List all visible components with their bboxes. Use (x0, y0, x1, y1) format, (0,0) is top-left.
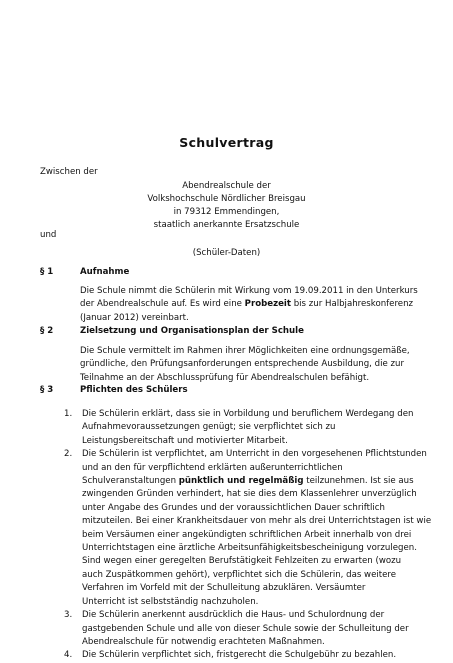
section-1-text (80, 285, 418, 325)
list-item (64, 649, 424, 662)
text-line: mitzuteilen. Bei einer Krankheitsdauer von mehr als drei Unterrichtstagen ist wie (82, 516, 432, 527)
text-line: zwingenden Gründen verhindert, hat sie dies dem Klassenlehrer unverzüglich (82, 489, 417, 500)
section-number: § 1 (40, 267, 54, 277)
text-line: Leistungsbereitschaft und motivierter Mitarbeit. (82, 435, 288, 446)
text-line: gründliche, den Prüfungsanforderungen entsprechende Ausbildung, die zur (80, 359, 404, 370)
list-item (64, 448, 432, 609)
school-line: Abendrealschule der (182, 181, 271, 191)
section-number: § 3 (40, 385, 54, 395)
text-line: Teilnahme an der Abschlussprüfung für Abendrealschulen befähigt. (80, 372, 370, 383)
student-data-placeholder: (Schüler-Daten) (192, 248, 261, 258)
text-line: Die Schule nimmt die Schülerin mit Wirkung vom 19.09.2011 in den Unterkurs (80, 286, 418, 296)
school-line: staatlich anerkannte Ersatzschule (153, 220, 300, 230)
text-line: Unterrichtstagen eine ärztliche Arbeitsunfähigkeitsbescheinigung vorzulegen. (82, 543, 417, 554)
section-number: § 2 (40, 326, 54, 336)
section-2-text (80, 345, 415, 385)
text-line: der Abendrealschule auf. Es wird eine Probezeit bis zur Halbjahreskonferenz (80, 299, 414, 310)
text-line: Sind wegen einer geregelten Berufstätigkeit Fehlzeiten zu erwarten (wozu (82, 556, 402, 567)
and-label: und (40, 230, 57, 240)
text-line: Abendrealschule für notwendig erachteten Maßnahmen. (82, 636, 325, 647)
section-heading: Zielsetzung und Organisationsplan der Schule (80, 326, 304, 336)
text-line: gastgebenden Schule und alle von dieser Schule sowie der Schulleitung der (82, 623, 409, 634)
text-line: Die Schülerin ist verpflichtet, am Unterricht in den vorgesehenen Pflichtstunden (82, 449, 427, 460)
list-item (64, 609, 424, 649)
text-line: Unterricht ist selbstständig nachzuholen. (82, 596, 259, 607)
text-line: Aufnahmevoraussetzungen genügt; sie verpflichtet sich zu (82, 422, 336, 433)
text-line: Schulveranstaltungen pünktlich und regelmäßig teilzunehmen. Ist sie aus (82, 476, 414, 487)
probezeit-emphasis: Probezeit (244, 299, 291, 310)
school-line: in 79312 Emmendingen, (173, 207, 280, 217)
text-line: Die Schülerin verpflichtet sich, fristgerecht die Schulgebühr zu bezahlen. (82, 650, 397, 661)
list-number: 4. (64, 650, 73, 661)
duties-list (64, 408, 432, 663)
section-heading: Pflichten des Schülers (80, 385, 188, 395)
section-heading: Aufnahme (80, 267, 130, 277)
text-line: auch Zuspätkommen gehört), verpflichtet sich die Schülerin, das weitere (82, 569, 397, 580)
list-number: 1. (64, 409, 73, 419)
text-line: (Januar 2012) vereinbart. (80, 312, 189, 323)
text-line: unter Angabe des Grundes und der voraussichtlichen Dauer schriftlich (82, 502, 385, 513)
text-line: beim Versäumen einer angekündigten schriftlichen Arbeit innerhalb von drei (82, 529, 412, 540)
between-label: Zwischen der (40, 167, 98, 177)
document-title: Schulvertrag (179, 135, 274, 150)
list-item (64, 408, 424, 448)
text-line: Verfahren im Vorfeld mit der Schulleitung abzuklären. Versäumter (82, 583, 366, 594)
list-number: 2. (64, 449, 73, 460)
school-line: Volkshochschule Nördlicher Breisgau (147, 194, 306, 204)
text-line: und an den für verpflichtend erklärten außerunterrichtlichen (82, 462, 343, 473)
text-line: Die Schule vermittelt im Rahmen ihrer Möglichkeiten eine ordnungsgemäße, (80, 346, 410, 356)
text-line: Die Schülerin erklärt, dass sie in Vorbildung und beruflichem Werdegang den (82, 409, 414, 419)
list-number: 3. (64, 610, 73, 621)
punctuality-emphasis: pünktlich und regelmäßig (178, 476, 304, 487)
text-line: Die Schülerin anerkennt ausdrücklich die Haus- und Schulordnung der (82, 610, 385, 621)
